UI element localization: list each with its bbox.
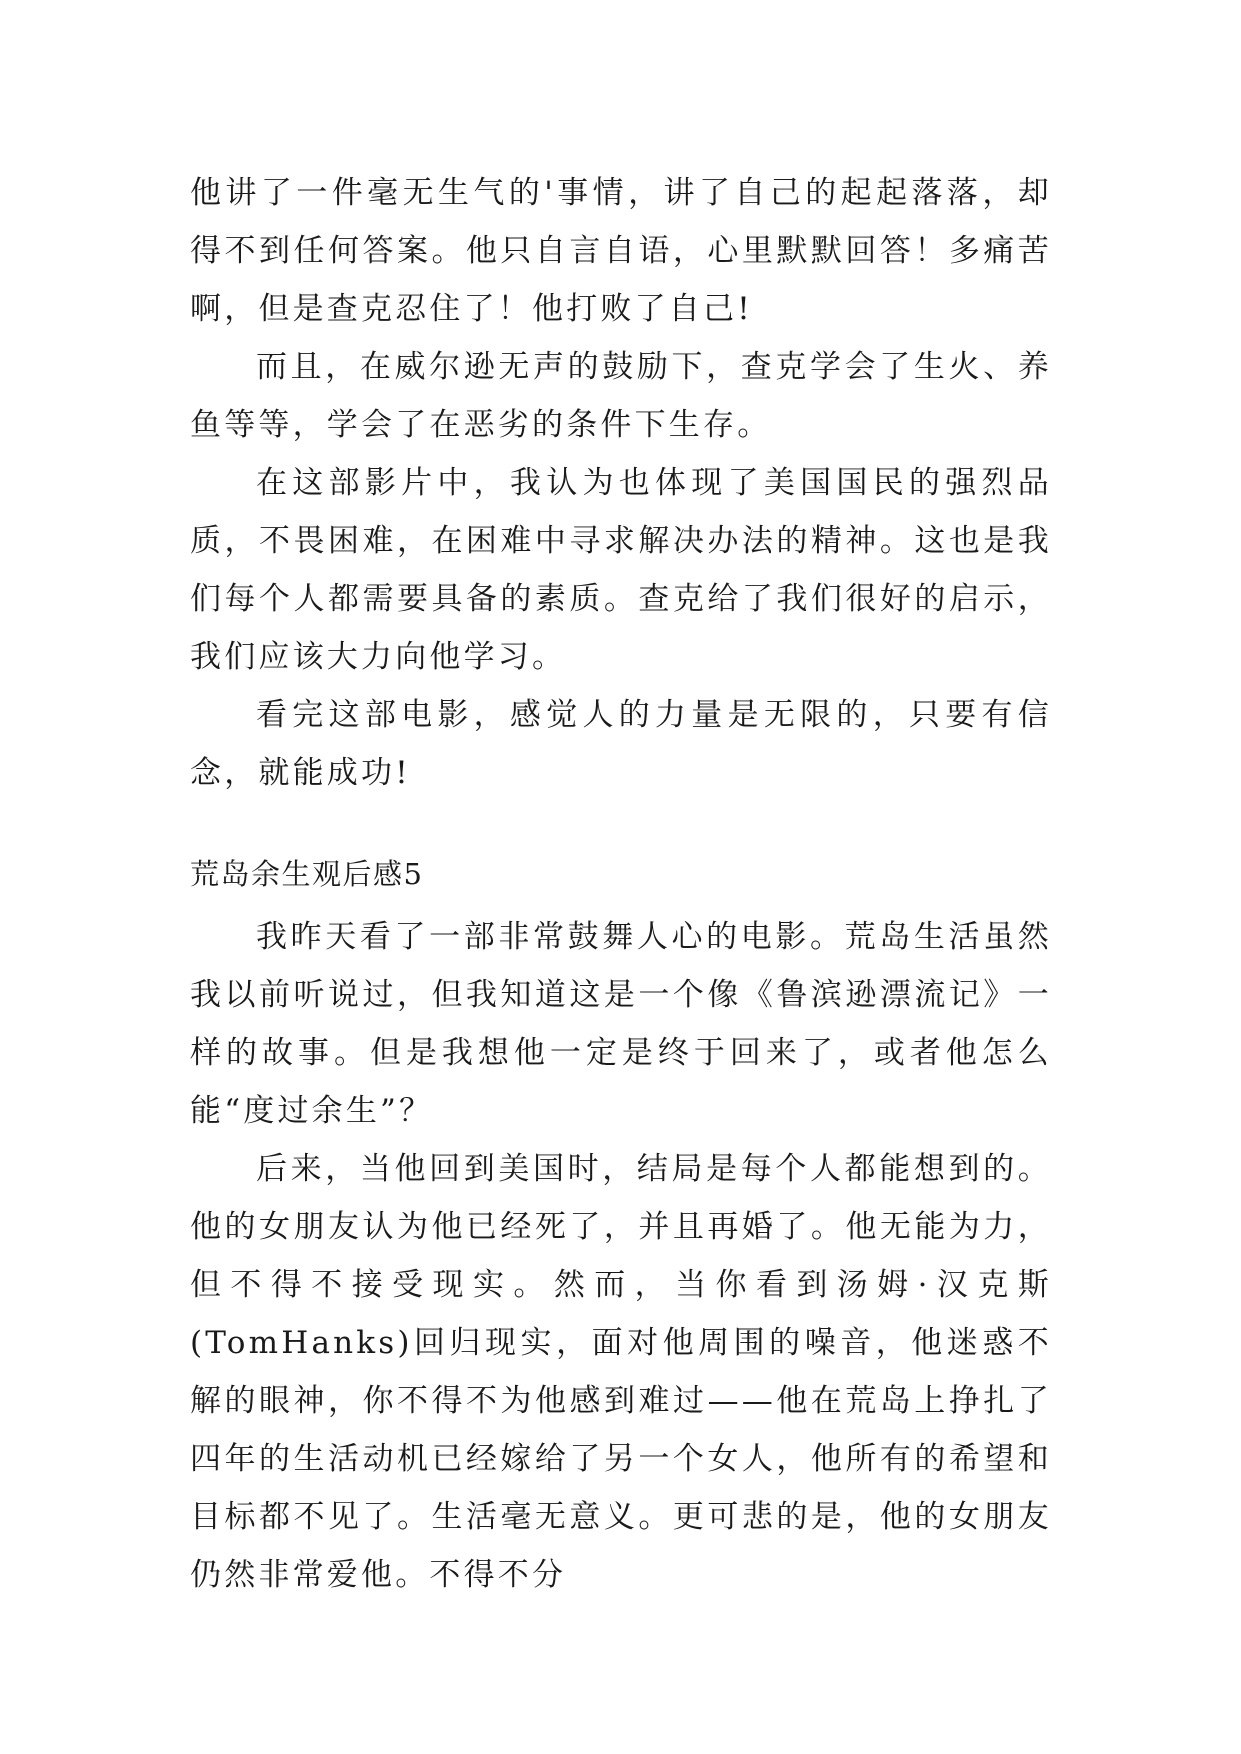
section-b [190,908,1052,1604]
paragraph: 看完这部电影，感觉人的力量是无限的，只要有信念，就能成功! [190,697,1052,791]
paragraph: 我昨天看了一部非常鼓舞人心的电影。荒岛生活虽然我以前听说过，但我知道这是一个像《鲁滨逊漂流记》一样的故事。但是我想他一定是终于回来了，或者他怎么能“度过余生”？ [190,919,1052,1129]
paragraph: 在这部影片中，我认为也体现了美国国民的强烈品质，不畏困难，在困难中寻求解决办法的精神。这也是我们每个人都需要具备的素质。查克给了我们很好的启示，我们应该大力向他学习。 [190,465,1052,675]
paragraph: 后来，当他回到美国时，结局是每个人都能想到的。他的女朋友认为他已经死了，并且再婚了。他无能为力，但不得不接受现实。然而，当你看到汤姆·汉克斯(TomHanks)回归现实，面对他周围的噪音，他迷惑不解的眼神，你不得不为他感到难过——他在荒岛上挣扎了四年的生活动机已经嫁给了另一个女人，他所有的希望和目标都不见了。生活毫无意义。更可悲的是，他的女朋友仍然非常爱他。不得不分 [190,1151,1052,1593]
paragraph: 他讲了一件毫无生气的'事情，讲了自己的起起落落，却得不到任何答案。他只自言自语，心里默默回答！多痛苦啊，但是查克忍住了！他打败了自己! [190,175,1052,327]
section-heading: 荒岛余生观后感5 [190,857,424,891]
paragraph: 而且，在威尔逊无声的鼓励下，查克学会了生火、养鱼等等，学会了在恶劣的条件下生存。 [190,349,1052,443]
section-a [190,164,1052,802]
